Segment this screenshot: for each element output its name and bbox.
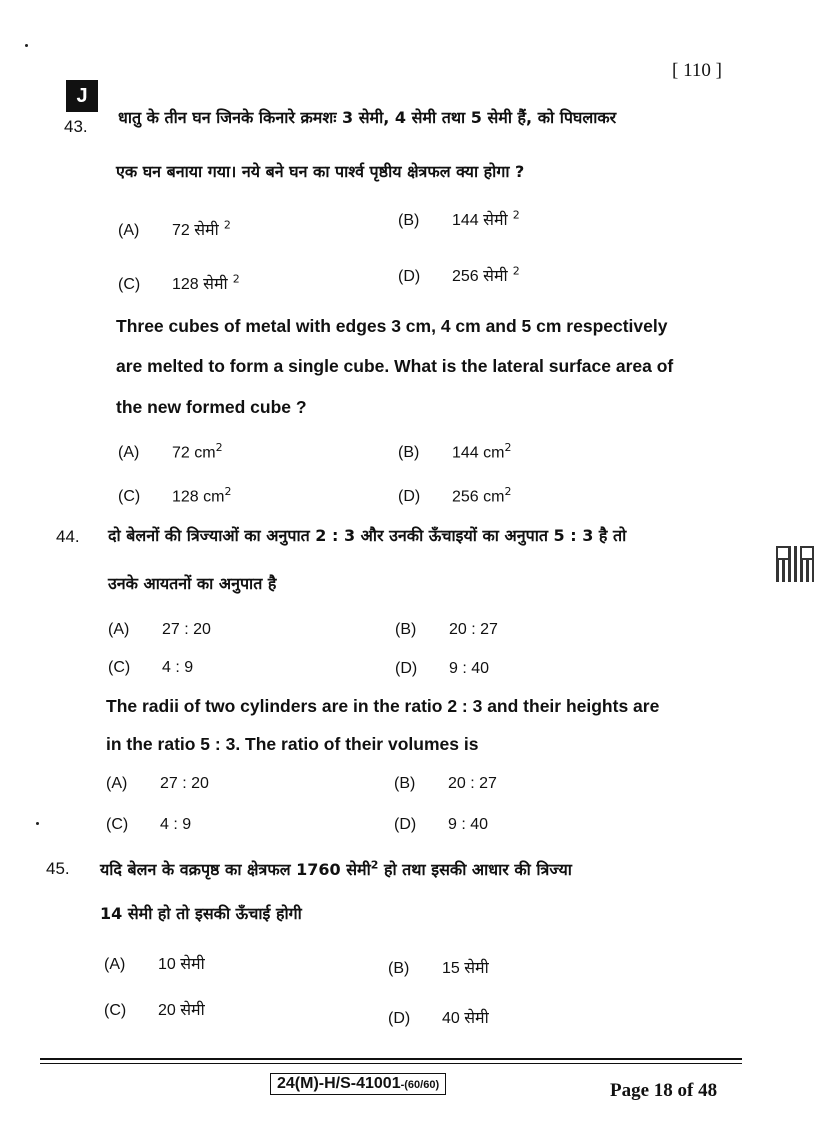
scan-speck xyxy=(36,822,39,825)
question-text-hindi: यदि बेलन के वक्रपृष्ठ का क्षेत्रफल 1760 सेमी$^2$ हो तथा इसकी आधार की त्रिज्या xyxy=(100,858,572,879)
option-b: (B) 20 : 27 xyxy=(395,621,498,638)
option-a: (A) 72 सेमी $^2$ xyxy=(118,218,231,239)
paper-code: 24(M)-H/S-41001-(60/60) xyxy=(270,1073,446,1095)
option-c: (C) 128 $cm^2$ xyxy=(118,485,232,506)
option-a: (A) 27 : 20 xyxy=(108,621,211,638)
question-text-hindi: 14 सेमी हो तो इसकी ऊँचाई होगी xyxy=(100,904,302,923)
question-text-english: Three cubes of metal with edges 3 cm, 4 cm and 5 cm respectively xyxy=(116,316,668,336)
question-text-hindi: धातु के तीन घन जिनके किनारे क्रमशः 3 सेमी, 4 सेमी तथा 5 सेमी हैं, को पिघलाकर xyxy=(118,108,617,127)
option-d: (D) 256 $cm^2$ xyxy=(398,485,512,506)
question-text-english: The radii of two cylinders are in the ratio 2 : 3 and their heights are xyxy=(106,696,660,716)
question-number: 45. xyxy=(46,859,70,878)
question-text-english: the new formed cube ? xyxy=(116,397,307,417)
question-text-hindi: उनके आयतनों का अनुपात है xyxy=(108,574,277,593)
option-c: (C) 20 सेमी xyxy=(104,1002,205,1019)
question-text-hindi: दो बेलनों की त्रिज्याओं का अनुपात 2 : 3 और उनकी ऊँचाइयों का अनुपात 5 : 3 है तो xyxy=(108,526,627,545)
option-d: (D) 256 सेमी $^2$ xyxy=(398,264,520,285)
option-c: (C) 4 : 9 xyxy=(108,659,194,676)
option-a: (A) 72 $cm^2$ xyxy=(118,441,223,462)
scan-speck xyxy=(25,44,28,47)
question-number: 44. xyxy=(56,527,80,546)
option-b: (B) 144 $cm^2$ xyxy=(398,441,512,462)
option-d: (D) 9 : 40 xyxy=(395,660,490,677)
option-d: (D) 9 : 40 xyxy=(394,816,489,833)
page-label: Page 18 of 48 xyxy=(610,1080,718,1101)
page-number: [ 110 ] xyxy=(672,60,722,81)
option-b: (B) 15 सेमी xyxy=(388,960,489,977)
question-text-hindi: एक घन बनाया गया। नये बने घन का पार्श्व पृष्ठीय क्षेत्रफल क्या होगा ? xyxy=(116,162,525,181)
series-badge: J xyxy=(66,80,98,112)
question-text-english: in the ratio 5 : 3. The ratio of their volumes is xyxy=(106,734,479,754)
option-c: (C) 128 सेमी $^2$ xyxy=(118,272,240,293)
option-d: (D) 40 सेमी xyxy=(388,1010,489,1027)
option-a: (A) 27 : 20 xyxy=(106,775,209,792)
option-b: (B) 20 : 27 xyxy=(394,775,497,792)
footer-rule xyxy=(40,1058,742,1060)
qr-code-icon xyxy=(776,546,814,582)
option-b: (B) 144 सेमी $^2$ xyxy=(398,208,520,229)
option-c: (C) 4 : 9 xyxy=(106,816,192,833)
footer-rule xyxy=(40,1063,742,1064)
option-a: (A) 10 सेमी xyxy=(104,956,205,973)
question-text-english: are melted to form a single cube. What is the lateral surface area of xyxy=(116,356,674,376)
question-number: 43. xyxy=(64,117,88,136)
